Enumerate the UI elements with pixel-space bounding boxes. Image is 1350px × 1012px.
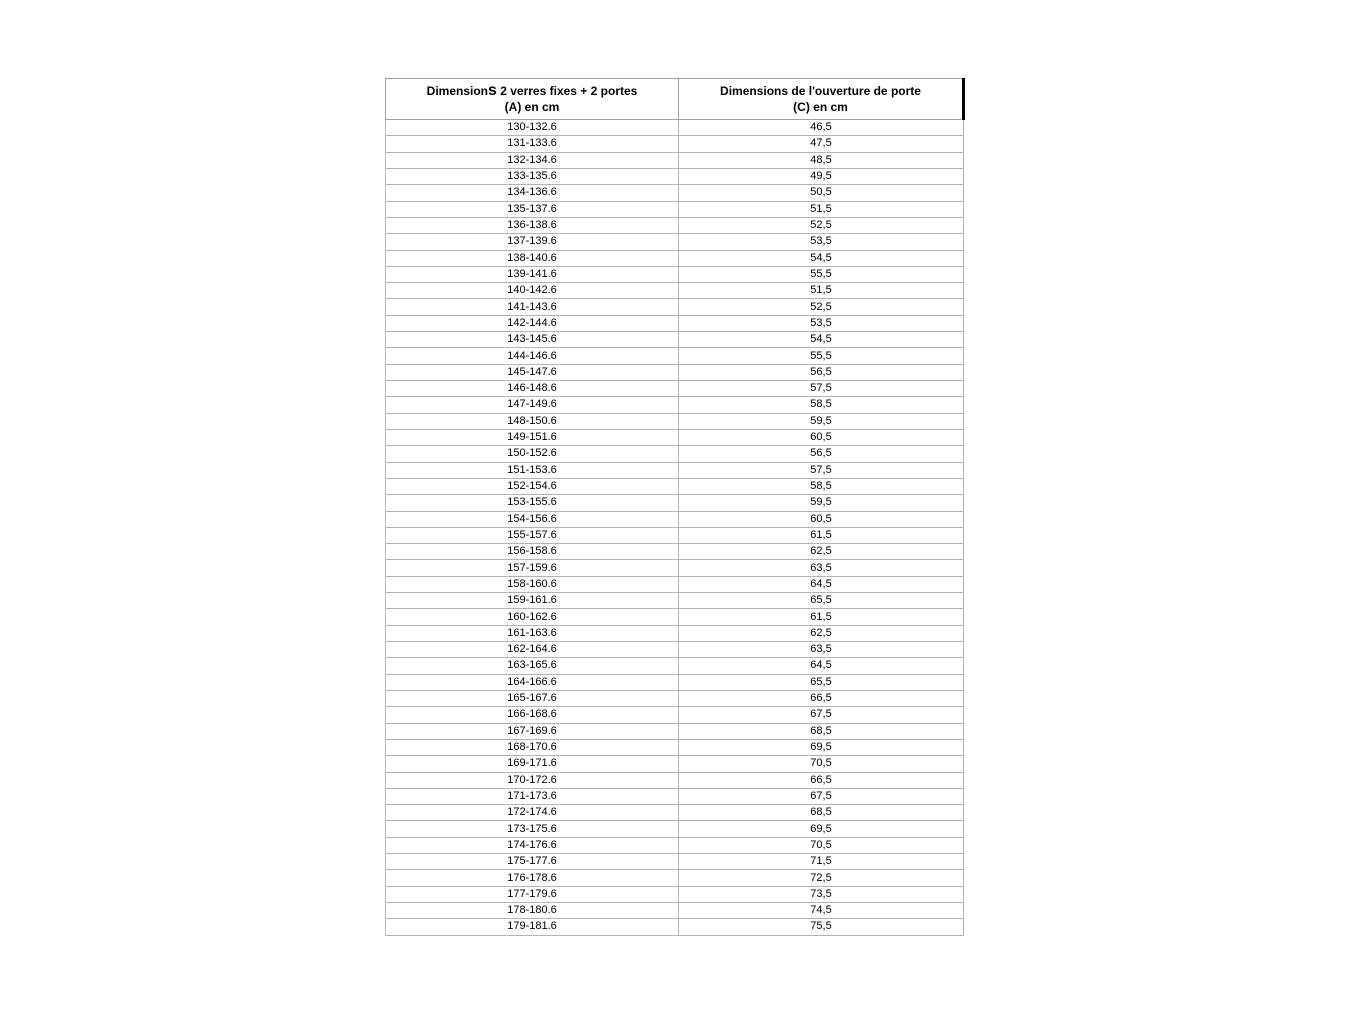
cell-dimension-a: 163-165.6 bbox=[386, 658, 679, 674]
table-row bbox=[386, 739, 964, 755]
cell-dimension-a: 166-168.6 bbox=[386, 707, 679, 723]
table-row bbox=[386, 674, 964, 690]
cell-opening-c: 52,5 bbox=[679, 217, 964, 233]
cell-opening-c: 50,5 bbox=[679, 185, 964, 201]
table-row bbox=[386, 413, 964, 429]
table-row bbox=[386, 903, 964, 919]
cell-dimension-a: 141-143.6 bbox=[386, 299, 679, 315]
table-row bbox=[386, 348, 964, 364]
cell-dimension-a: 171-173.6 bbox=[386, 788, 679, 804]
cell-dimension-a: 155-157.6 bbox=[386, 527, 679, 543]
cell-opening-c: 56,5 bbox=[679, 446, 964, 462]
cell-opening-c: 66,5 bbox=[679, 690, 964, 706]
cell-dimension-a: 140-142.6 bbox=[386, 283, 679, 299]
table-row bbox=[386, 315, 964, 331]
cell-dimension-a: 164-166.6 bbox=[386, 674, 679, 690]
cell-dimension-a: 162-164.6 bbox=[386, 642, 679, 658]
cell-dimension-a: 174-176.6 bbox=[386, 837, 679, 853]
cell-dimension-a: 131-133.6 bbox=[386, 136, 679, 152]
cell-dimension-a: 161-163.6 bbox=[386, 625, 679, 641]
cell-opening-c: 61,5 bbox=[679, 609, 964, 625]
cell-opening-c: 71,5 bbox=[679, 854, 964, 870]
cell-opening-c: 63,5 bbox=[679, 642, 964, 658]
table-row bbox=[386, 609, 964, 625]
cell-opening-c: 54,5 bbox=[679, 250, 964, 266]
cell-opening-c: 60,5 bbox=[679, 511, 964, 527]
table-row bbox=[386, 185, 964, 201]
cell-dimension-a: 143-145.6 bbox=[386, 332, 679, 348]
cell-opening-c: 62,5 bbox=[679, 625, 964, 641]
cell-dimension-a: 144-146.6 bbox=[386, 348, 679, 364]
table-row bbox=[386, 527, 964, 543]
cell-opening-c: 64,5 bbox=[679, 658, 964, 674]
cell-opening-c: 60,5 bbox=[679, 429, 964, 445]
table-row bbox=[386, 234, 964, 250]
cell-opening-c: 57,5 bbox=[679, 381, 964, 397]
table-row bbox=[386, 593, 964, 609]
cell-dimension-a: 169-171.6 bbox=[386, 756, 679, 772]
dimensions-table bbox=[385, 78, 965, 936]
table-row bbox=[386, 723, 964, 739]
cell-opening-c: 72,5 bbox=[679, 870, 964, 886]
cell-opening-c: 70,5 bbox=[679, 837, 964, 853]
col2-header-line2: (C) en cm bbox=[793, 100, 848, 114]
table-row bbox=[386, 870, 964, 886]
cell-opening-c: 51,5 bbox=[679, 201, 964, 217]
cell-dimension-a: 167-169.6 bbox=[386, 723, 679, 739]
cell-opening-c: 55,5 bbox=[679, 266, 964, 282]
table-row bbox=[386, 821, 964, 837]
cell-opening-c: 53,5 bbox=[679, 315, 964, 331]
col-header-opening-c bbox=[679, 79, 964, 120]
table-row bbox=[386, 217, 964, 233]
cell-opening-c: 63,5 bbox=[679, 560, 964, 576]
cell-opening-c: 66,5 bbox=[679, 772, 964, 788]
table-row bbox=[386, 511, 964, 527]
cell-opening-c: 64,5 bbox=[679, 576, 964, 592]
cell-opening-c: 58,5 bbox=[679, 478, 964, 494]
col1-header-line1-post: 2 verres fixes + 2 portes bbox=[496, 84, 638, 98]
cell-dimension-a: 158-160.6 bbox=[386, 576, 679, 592]
table-row bbox=[386, 805, 964, 821]
cell-dimension-a: 179-181.6 bbox=[386, 919, 679, 935]
cell-dimension-a: 168-170.6 bbox=[386, 739, 679, 755]
cell-dimension-a: 157-159.6 bbox=[386, 560, 679, 576]
col-header-dimensions-a bbox=[386, 79, 679, 120]
cell-opening-c: 55,5 bbox=[679, 348, 964, 364]
table-row bbox=[386, 886, 964, 902]
cell-opening-c: 65,5 bbox=[679, 593, 964, 609]
cell-opening-c: 73,5 bbox=[679, 886, 964, 902]
table-row bbox=[386, 168, 964, 184]
table-row bbox=[386, 283, 964, 299]
cell-dimension-a: 159-161.6 bbox=[386, 593, 679, 609]
table-row bbox=[386, 788, 964, 804]
table-row bbox=[386, 332, 964, 348]
cell-opening-c: 48,5 bbox=[679, 152, 964, 168]
table-row bbox=[386, 837, 964, 853]
table-row bbox=[386, 397, 964, 413]
table-row bbox=[386, 495, 964, 511]
table-row bbox=[386, 381, 964, 397]
cell-dimension-a: 154-156.6 bbox=[386, 511, 679, 527]
cell-opening-c: 69,5 bbox=[679, 739, 964, 755]
cell-dimension-a: 172-174.6 bbox=[386, 805, 679, 821]
cell-opening-c: 68,5 bbox=[679, 805, 964, 821]
cell-opening-c: 67,5 bbox=[679, 788, 964, 804]
col2-header-line1: Dimensions de l'ouverture de porte bbox=[720, 84, 921, 98]
cell-dimension-a: 142-144.6 bbox=[386, 315, 679, 331]
cell-opening-c: 68,5 bbox=[679, 723, 964, 739]
table-row bbox=[386, 707, 964, 723]
table-row bbox=[386, 642, 964, 658]
table-row bbox=[386, 576, 964, 592]
table-row bbox=[386, 478, 964, 494]
table-row bbox=[386, 919, 964, 935]
cell-dimension-a: 133-135.6 bbox=[386, 168, 679, 184]
cell-opening-c: 59,5 bbox=[679, 413, 964, 429]
cell-dimension-a: 170-172.6 bbox=[386, 772, 679, 788]
cell-opening-c: 57,5 bbox=[679, 462, 964, 478]
cell-dimension-a: 149-151.6 bbox=[386, 429, 679, 445]
cell-opening-c: 69,5 bbox=[679, 821, 964, 837]
cell-opening-c: 54,5 bbox=[679, 332, 964, 348]
table-row bbox=[386, 364, 964, 380]
table-row bbox=[386, 266, 964, 282]
cell-opening-c: 52,5 bbox=[679, 299, 964, 315]
col1-header-line1-s: s bbox=[488, 82, 497, 99]
cell-opening-c: 51,5 bbox=[679, 283, 964, 299]
cell-dimension-a: 175-177.6 bbox=[386, 854, 679, 870]
table-row bbox=[386, 201, 964, 217]
table-row bbox=[386, 560, 964, 576]
cell-dimension-a: 177-179.6 bbox=[386, 886, 679, 902]
cell-dimension-a: 178-180.6 bbox=[386, 903, 679, 919]
cell-opening-c: 75,5 bbox=[679, 919, 964, 935]
table-row bbox=[386, 299, 964, 315]
cell-opening-c: 56,5 bbox=[679, 364, 964, 380]
cell-dimension-a: 135-137.6 bbox=[386, 201, 679, 217]
table-row bbox=[386, 120, 964, 136]
cell-opening-c: 49,5 bbox=[679, 168, 964, 184]
table-row bbox=[386, 429, 964, 445]
cell-dimension-a: 145-147.6 bbox=[386, 364, 679, 380]
col1-header-line1-pre: Dimension bbox=[426, 84, 488, 98]
cell-opening-c: 46,5 bbox=[679, 120, 964, 136]
cell-dimension-a: 139-141.6 bbox=[386, 266, 679, 282]
cell-dimension-a: 150-152.6 bbox=[386, 446, 679, 462]
cell-opening-c: 61,5 bbox=[679, 527, 964, 543]
table-row bbox=[386, 446, 964, 462]
cell-dimension-a: 152-154.6 bbox=[386, 478, 679, 494]
table-row bbox=[386, 625, 964, 641]
table-row bbox=[386, 136, 964, 152]
table-row bbox=[386, 854, 964, 870]
cell-dimension-a: 153-155.6 bbox=[386, 495, 679, 511]
col1-header-line2: (A) en cm bbox=[504, 100, 560, 114]
cell-dimension-a: 147-149.6 bbox=[386, 397, 679, 413]
table-row bbox=[386, 658, 964, 674]
cell-dimension-a: 132-134.6 bbox=[386, 152, 679, 168]
cell-dimension-a: 134-136.6 bbox=[386, 185, 679, 201]
cell-opening-c: 65,5 bbox=[679, 674, 964, 690]
table-row bbox=[386, 250, 964, 266]
cell-opening-c: 58,5 bbox=[679, 397, 964, 413]
table-row bbox=[386, 152, 964, 168]
cell-opening-c: 67,5 bbox=[679, 707, 964, 723]
cell-dimension-a: 160-162.6 bbox=[386, 609, 679, 625]
cell-opening-c: 62,5 bbox=[679, 544, 964, 560]
header-row bbox=[386, 79, 964, 120]
cell-dimension-a: 137-139.6 bbox=[386, 234, 679, 250]
table-row bbox=[386, 756, 964, 772]
table-row bbox=[386, 690, 964, 706]
table-row bbox=[386, 772, 964, 788]
cell-dimension-a: 176-178.6 bbox=[386, 870, 679, 886]
cell-dimension-a: 151-153.6 bbox=[386, 462, 679, 478]
cell-dimension-a: 130-132.6 bbox=[386, 120, 679, 136]
cell-opening-c: 74,5 bbox=[679, 903, 964, 919]
cell-dimension-a: 138-140.6 bbox=[386, 250, 679, 266]
cell-dimension-a: 146-148.6 bbox=[386, 381, 679, 397]
cell-dimension-a: 165-167.6 bbox=[386, 690, 679, 706]
cell-opening-c: 53,5 bbox=[679, 234, 964, 250]
table-row bbox=[386, 544, 964, 560]
cell-opening-c: 70,5 bbox=[679, 756, 964, 772]
table-body bbox=[386, 120, 964, 936]
cell-opening-c: 47,5 bbox=[679, 136, 964, 152]
cell-opening-c: 59,5 bbox=[679, 495, 964, 511]
cell-dimension-a: 136-138.6 bbox=[386, 217, 679, 233]
cell-dimension-a: 148-150.6 bbox=[386, 413, 679, 429]
cell-dimension-a: 173-175.6 bbox=[386, 821, 679, 837]
cell-dimension-a: 156-158.6 bbox=[386, 544, 679, 560]
table-row bbox=[386, 462, 964, 478]
